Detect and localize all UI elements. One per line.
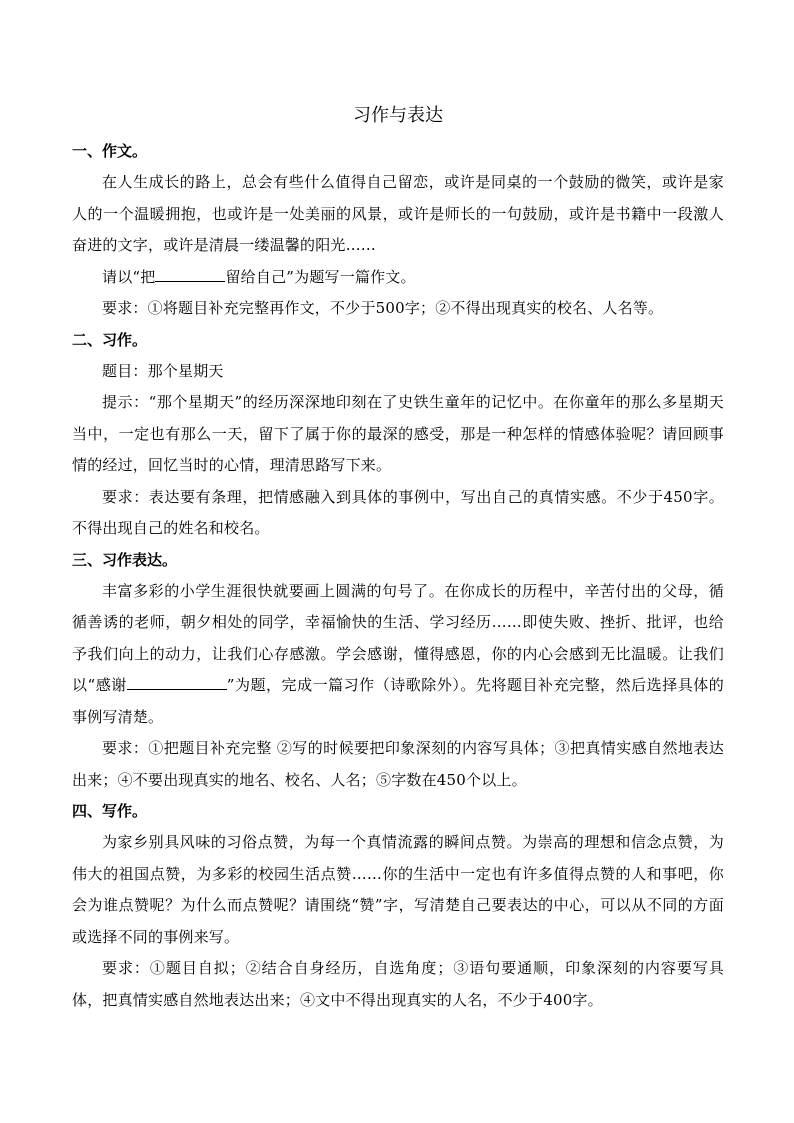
- section-2-heading: 二、习作。: [72, 330, 148, 349]
- fill-blank: [127, 675, 227, 690]
- section-3-heading: 三、习作表达。: [72, 550, 178, 569]
- document-page: [72, 100, 724, 1016]
- section-2-topic: 题目：那个星期天: [102, 361, 224, 380]
- section-2-requirements: 要求：表达要有条理，把情感融入到具体的事例中，写出自己的真情实感。不少于450字。不得出现自己的姓名和校名。: [72, 487, 724, 537]
- section-3-paragraph-1: [72, 576, 724, 734]
- section-1-prompt-after: 留给自己”为题写一篇作文。: [225, 267, 416, 286]
- section-1-heading: 一、作文。: [72, 142, 148, 160]
- section-4-paragraph-1: 为家乡别具风味的习俗点赞，为每一个真情流露的瞬间点赞。为崇高的理想和信念点赞，为伟大的祖国点赞，为多彩的校园生活点赞……你的生活中一定也有许多值得点赞的人和事吧，你会为谁点赞呢？为什么而点赞呢？请围绕“赞”字，写清楚自己要表达的中心，可以从不同的方面或选择不同的事例来写。: [72, 833, 724, 946]
- section-4-requirements: 要求：①题目自拟；②结合自身经历，自选角度；③语句要通顺，印象深刻的内容要写具体，把真情实感自然地表达出来；④文中不得出现真实的人名，不少于400字。: [72, 959, 724, 1009]
- section-1-paragraph-1: 在人生成长的路上，总会有些什么值得自己留恋，或许是同桌的一个鼓励的微笑，或许是家人的一个温暖拥抱，也或许是一处美丽的风景，或许是师长的一句鼓励，或许是书籍中一段激人奋进的文字，或许是清晨一缕温馨的阳光……: [72, 173, 724, 254]
- section-3-requirements: 要求：①把题目补充完整 ②写的时候要把印象深刻的内容写具体；③把真情实感自然地表达出来；④不要出现真实的地名、校名、人名；⑤字数在450个以上。: [72, 739, 724, 789]
- section-1-requirements: 要求：①将题目补充完整再作文，不少于500字；②不得出现真实的校名、人名等。: [102, 299, 664, 317]
- section-1-paragraph-2: [72, 262, 724, 294]
- section-2-hint: 提示：“那个星期天”的经历深深地印刻在了史铁生童年的记忆中。在你童年的那么多星期天当中，一定也有那么一天，留下了属于你的最深的感受，那是一种怎样的情感体验呢？请回顾事情的经过，回忆当时的心情，理清思路写下来。: [72, 393, 724, 474]
- fill-blank: [155, 267, 225, 282]
- section-3-text-before: 丰富多彩的小学生涯很快就要画上圆满的句号了。在你成长的历程中，辛苦付出的父母，循循善诱的老师，朝夕相处的同学，幸福愉快的生活、学习经历……即使失败、挫折、批评，也给予我们向上的动力，让我们心存感激。学会感谢，懂得感恩，你的内心会感到无比温暖。让我们以“感谢: [72, 581, 724, 694]
- section-3-text-after: ”为题，完成一篇习作（诗歌除外）。先将题目补充完整，然后选择具体的事例写清楚。: [72, 676, 724, 726]
- page-title: 习作与表达: [353, 105, 443, 126]
- section-1-prompt-before: 请以“把: [102, 267, 156, 286]
- section-4-heading: 四、写作。: [72, 802, 148, 820]
